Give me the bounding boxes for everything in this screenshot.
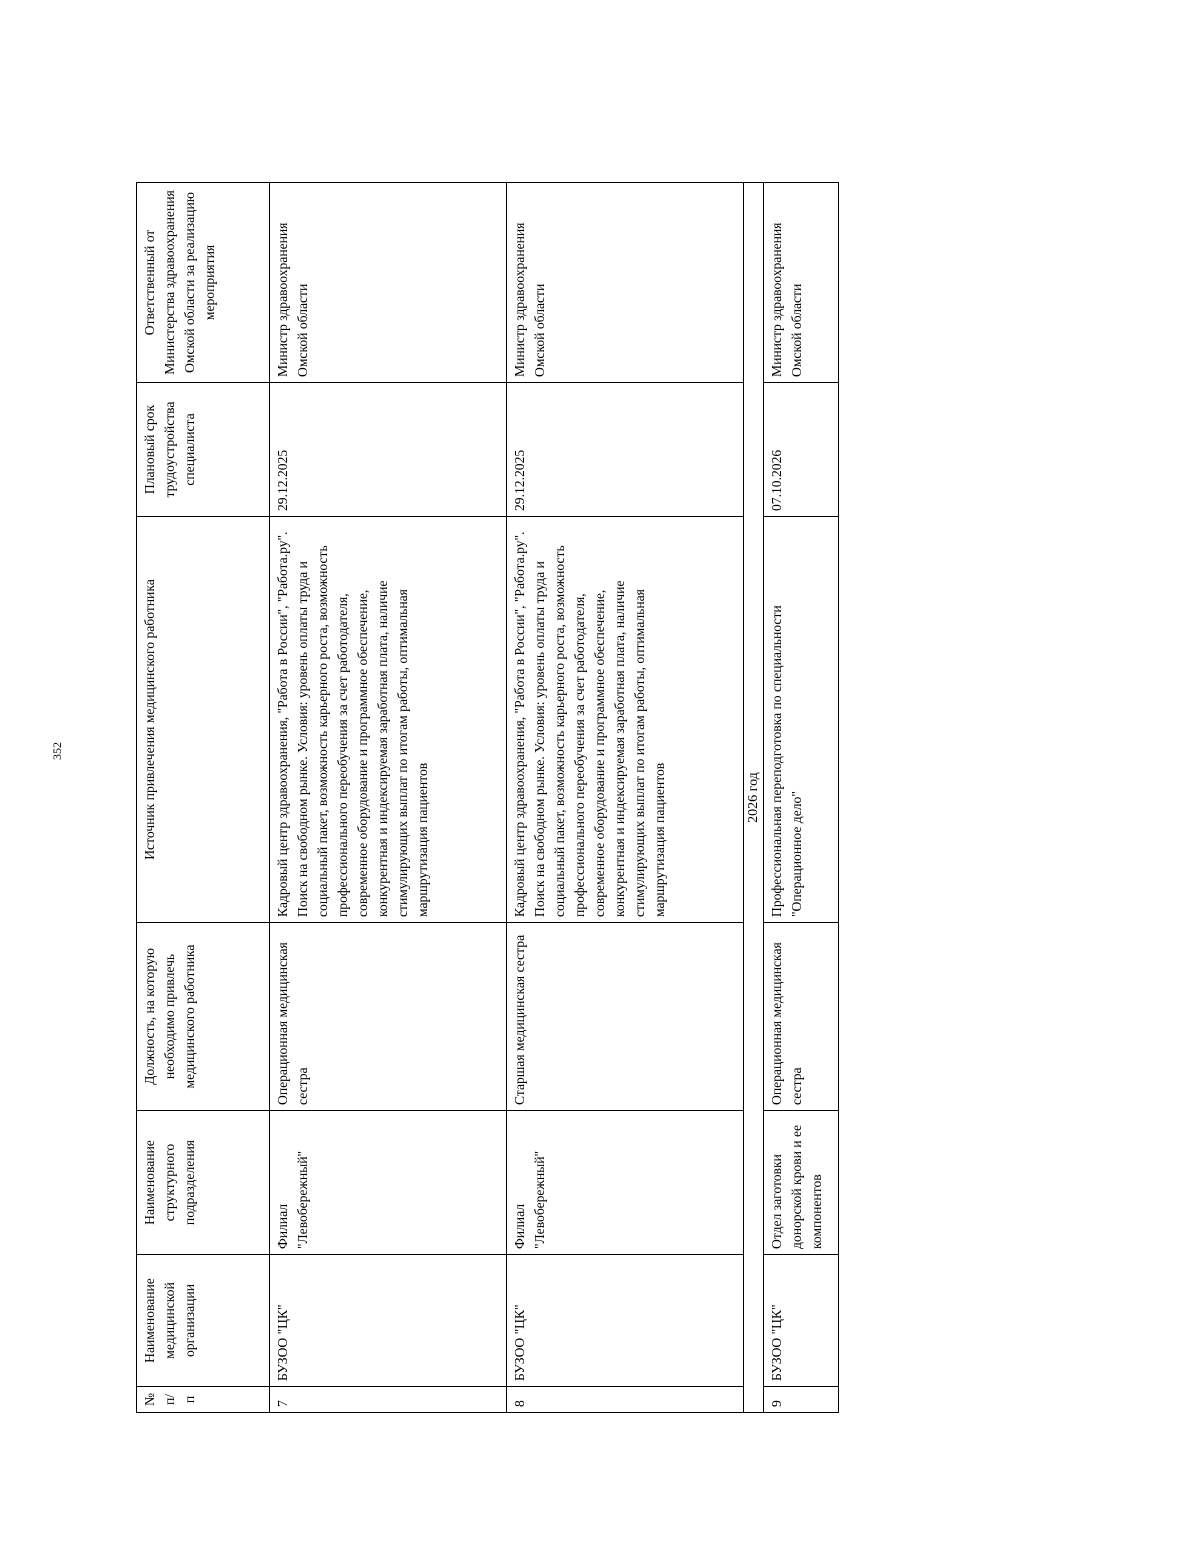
data-table	[136, 182, 839, 1413]
row-num: 7	[270, 1387, 507, 1413]
row-unit: Филиал "Левобережный"	[270, 1111, 507, 1255]
row-date: 29.12.2025	[270, 383, 507, 517]
row-source: Кадровый центр здравоохранения, "Работа в России", "Работа.ру". Поиск на свободном рынке. Условия: уровень оплаты труда и социальный пакет, возможность карьерного роста, возможность профессионального переобучения за счет работодателя, современное оборудование и программное обеспечение, конкурентная и индексируемая заработная плата, наличие стимулирующих выплат по итогам работы, оптимальная маршрутизация пациентов	[507, 517, 744, 923]
row-unit: Отдел заготовки донорской крови и ее компонентов	[764, 1111, 839, 1255]
row-unit: Филиал "Левобережный"	[507, 1111, 744, 1255]
table-header-row	[137, 183, 270, 1413]
header-num: № п/п	[137, 1387, 270, 1413]
row-responsible: Министр здравоохранения Омской области	[507, 183, 744, 383]
row-date: 29.12.2025	[507, 383, 744, 517]
row-responsible: Министр здравоохранения Омской области	[764, 183, 839, 383]
row-source: Кадровый центр здравоохранения, "Работа в России", "Работа.ру". Поиск на свободном рынке. Условия: уровень оплаты труда и социальный пакет, возможность карьерного роста, возможность профессионального переобучения за счет работодателя, современное оборудование и программное обеспечение, конкурентная и индексируемая заработная плата, наличие стимулирующих выплат по итогам работы, оптимальная маршрутизация пациентов	[270, 517, 507, 923]
row-responsible: Министр здравоохранения Омской области	[270, 183, 507, 383]
row-position: Операционная медицинская сестра	[764, 923, 839, 1111]
row-position: Старшая медицинская сестра	[507, 923, 744, 1111]
row-date: 07.10.2026	[764, 383, 839, 517]
table-row	[764, 183, 839, 1413]
header-responsible: Ответственный от Министерства здравоохранения Омской области за реализацию мероприятия	[137, 183, 270, 383]
header-position: Должность, на которую необходимо привлечь медицинского работника	[137, 923, 270, 1111]
table-row	[270, 183, 507, 1413]
header-date: Плановый срок трудоустройства специалиста	[137, 383, 270, 517]
header-source: Источник привлечения медицинского работника	[137, 517, 270, 923]
row-num: 8	[507, 1387, 744, 1413]
table-container	[136, 183, 838, 1413]
row-num: 9	[764, 1387, 839, 1413]
header-unit: Наименование структурного подразделения	[137, 1111, 270, 1255]
year-divider-row	[744, 183, 764, 1413]
table-row	[507, 183, 744, 1413]
year-divider: 2026 год	[744, 183, 764, 1413]
header-org: Наименование медицинской организации	[137, 1255, 270, 1387]
row-org: БУЗОО "ЦК"	[507, 1255, 744, 1387]
row-position: Операционная медицинская сестра	[270, 923, 507, 1111]
row-org: БУЗОО "ЦК"	[270, 1255, 507, 1387]
row-source: Профессиональная переподготовка по специальности "Операционное дело"	[764, 517, 839, 923]
page-number: 352	[50, 742, 64, 760]
row-org: БУЗОО "ЦК"	[764, 1255, 839, 1387]
